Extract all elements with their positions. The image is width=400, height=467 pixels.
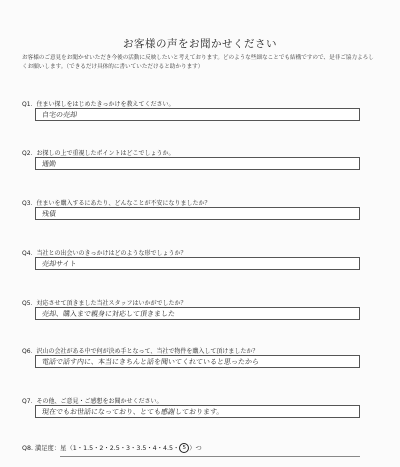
rating-option-3-5[interactable]: 3.5 (136, 445, 147, 452)
question-1-answer-box[interactable] (35, 108, 360, 121)
rating-separator: ・ (146, 445, 153, 452)
question-5-answer-box[interactable] (35, 307, 360, 320)
satisfaction-rating (22, 443, 202, 453)
rating-separator: ・ (130, 445, 137, 452)
rating-underline (60, 456, 360, 457)
question-6-answer-box[interactable] (35, 355, 360, 368)
rating-separator: ・ (103, 445, 110, 452)
question-7-answer: 現在でもお世話になっており、とても感謝しております。 (41, 408, 224, 416)
page-title: お客様の声をお聞かせください (123, 38, 277, 50)
question-2-label: Q2．お探しの上で重視したポイントはどこでしょうか。 (22, 150, 175, 157)
question-6-answer: 電話で話す内に、本当にきちんと話を聞いてくれていると思ったから (41, 358, 260, 366)
question-7-label: Q7．その他、ご意見・ご感想をお聞かせください。 (22, 398, 163, 405)
question-2-answer-box[interactable] (35, 157, 360, 170)
rating-option-1-5[interactable]: 1.5 (83, 445, 94, 452)
rating-option-4-5[interactable]: 4.5 (162, 445, 173, 452)
rating-separator: ・ (93, 445, 100, 452)
question-3-label: Q3．住まいを購入するにあたり、どんなことが不安になりましたか？ (22, 200, 211, 207)
satisfaction-prefix: Q8. 満足度：星（ (22, 445, 73, 452)
question-1-answer: 自宅の売却 (41, 111, 78, 119)
rating-option-2[interactable]: 2 (99, 445, 104, 452)
intro-text: お客様のご意見をお聞かせいただき今後の活動に反映したいと考えております。どのような些細なことでも結構ですので、是非ご協力よろしくお願いします。（できるだけ具体的に書いていただけると助かります） (22, 55, 374, 70)
rating-option-2-5[interactable]: 2.5 (109, 445, 120, 452)
satisfaction-suffix: ）つ (189, 445, 202, 452)
satisfaction-options (73, 445, 190, 452)
question-3-answer: 残債 (41, 210, 57, 218)
question-1-label: Q1．住まい探しをはじめたきっかけを教えてください。 (22, 101, 175, 108)
rating-separator: ・ (119, 445, 126, 452)
question-4-answer-box[interactable] (35, 257, 360, 270)
rating-separator: ・ (172, 445, 180, 452)
rating-option-3[interactable]: 3 (126, 445, 131, 452)
question-6-label: Q6．沢山の会社がある中で何が決め手となって、当社で物件を購入して頂けましたか？ (22, 348, 259, 355)
question-4-label: Q4．当社との出会いのきっかけはどのような形でしょうか？ (22, 250, 187, 257)
rating-option-1[interactable]: 1 (72, 445, 77, 452)
question-5-answer: 売却、購入まで親身に対応して頂きました (41, 310, 176, 318)
rating-option-5[interactable]: 5 (179, 443, 189, 453)
question-2-answer: 通勤 (41, 160, 57, 168)
question-4-answer: 売却サイト (41, 260, 77, 268)
rating-option-4[interactable]: 4 (152, 445, 157, 452)
question-3-answer-box[interactable] (35, 207, 360, 220)
question-5-label: Q5．対応させて頂きました当社スタッフはいかがでしたか？ (22, 300, 187, 307)
question-7-answer-box[interactable] (35, 405, 360, 418)
rating-separator: ・ (76, 445, 84, 452)
rating-separator: ・ (156, 445, 163, 452)
